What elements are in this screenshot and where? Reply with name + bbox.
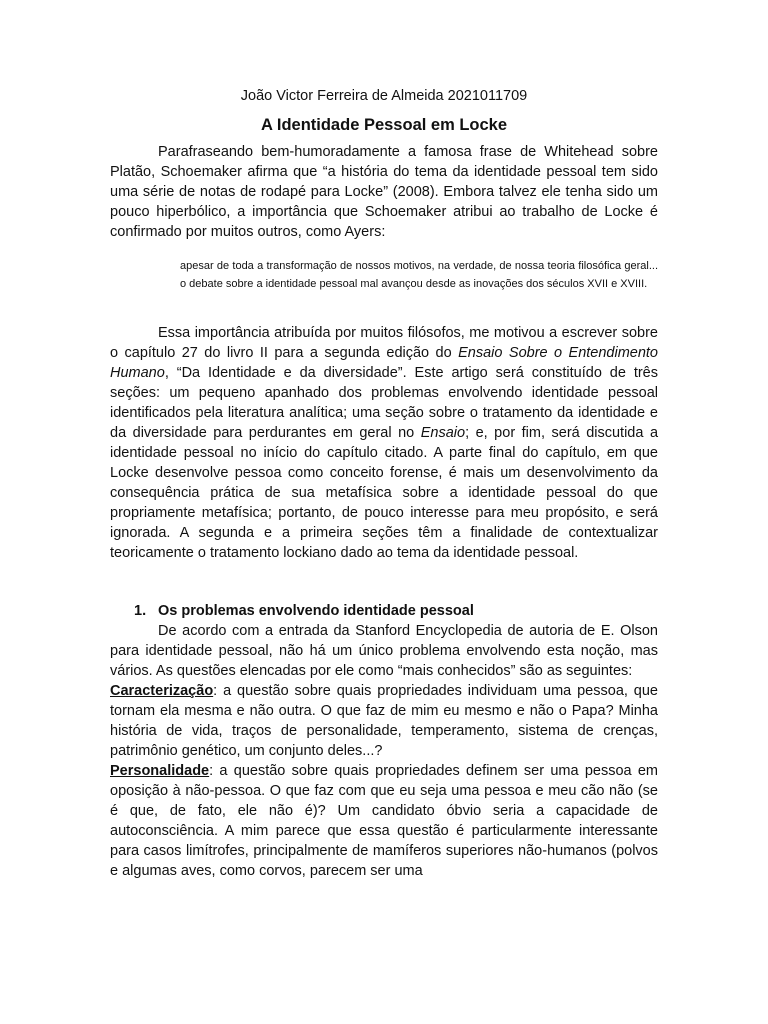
caracterizacao-term: Caracterização bbox=[110, 683, 214, 699]
caracterizacao-text: : a questão sobre quais propriedades individuam uma pessoa, que tornam ela mesma e não outra. O que faz de mim eu mesmo e não o Papa? Minha história de vida, traços de personalidade, temperamento, sistema de crenças, patrimônio genético, um conjunto deles...? bbox=[110, 683, 658, 759]
second-paragraph-text: ; e, por fim, será discutida a identidade pessoal no início do capítulo citado. A parte final do capítulo, em que Locke desenvolve pessoa como conceito forense, é mais um desenvolvimento da consequência prática de sua metafísica sobre a identidade pessoal do que propriamente metafísica; portanto, de pouco interesse para meu propósito, e será ignorada. A segunda e a primeira seções têm a finalidade de contextualizar teoricamente o tratamento lockiano dado ao tema da identidade pessoal. bbox=[110, 425, 659, 561]
document-title: A Identidade Pessoal em Locke bbox=[260, 116, 508, 134]
intro-paragraph: Parafraseando bem-humoradamente a famosa frase de Whitehead sobre Platão, Schoemaker afirma que “a história do tema da identidade pessoal tem sido uma série de notas de rodapé para Locke” (2008). Embora talvez ele tenha sido um pouco hiperbólico, a importância que Schoemaker atribui ao trabalho de Locke é confirmado por muitos outros, como Ayers: bbox=[110, 144, 658, 240]
document-page bbox=[110, 86, 658, 881]
second-paragraph bbox=[110, 323, 658, 563]
author-line: João Victor Ferreira de Almeida 2021011709 bbox=[240, 88, 528, 104]
caracterizacao-paragraph bbox=[110, 681, 658, 761]
book-title-italic: Ensaio Sobre o Entendimento Humano bbox=[110, 345, 658, 381]
ensaio-italic: Ensaio bbox=[420, 425, 466, 441]
second-paragraph-text: , “Da Identidade e da diversidade”. Este artigo será constituído de três seções: um pequeno apanhado dos problemas envolvendo identidade pessoal identificados pela literatura analítica; uma seção sobre o tratamento da identidade e da diversidade para perdurantes em geral no bbox=[110, 365, 658, 441]
second-paragraph-text: Essa importância atribuída por muitos filósofos, me motivou a escrever sobre o capítulo 27 do livro II para a segunda edição do bbox=[110, 325, 658, 361]
personalidade-term: Personalidade bbox=[110, 763, 210, 779]
section-heading-text: Os problemas envolvendo identidade pessoal bbox=[158, 603, 474, 619]
personalidade-text: : a questão sobre quais propriedades definem ser uma pessoa em oposição à não-pessoa. O que faz com que eu seja uma pessoa e meu cão não (se é que, de fato, ele não é)? Um candidato óbvio seria a capacidade de autoconsciência. A mim parece que essa questão é particularmente interessante para casos limítrofes, principalmente de mamíferos superiores não-humanos (polvos e algumas aves, como corvos, parecem ser uma bbox=[110, 763, 658, 879]
block-quote: apesar de toda a transformação de nossos motivos, na verdade, de nossa teoria filosófica geral... o debate sobre a identidade pessoal mal avançou desde as inovações dos séculos XVII e XVIII. bbox=[180, 260, 658, 290]
section-number: 1. bbox=[134, 603, 147, 619]
section-1-heading bbox=[134, 601, 658, 621]
section-1-paragraph: De acordo com a entrada da Stanford Encyclopedia de autoria de E. Olson para identidade pessoal, não há um único problema envolvendo esta noção, mas vários. As questões elencadas por ele como “mais conhecidos” são as seguintes: bbox=[110, 623, 658, 679]
personalidade-paragraph bbox=[110, 761, 658, 881]
